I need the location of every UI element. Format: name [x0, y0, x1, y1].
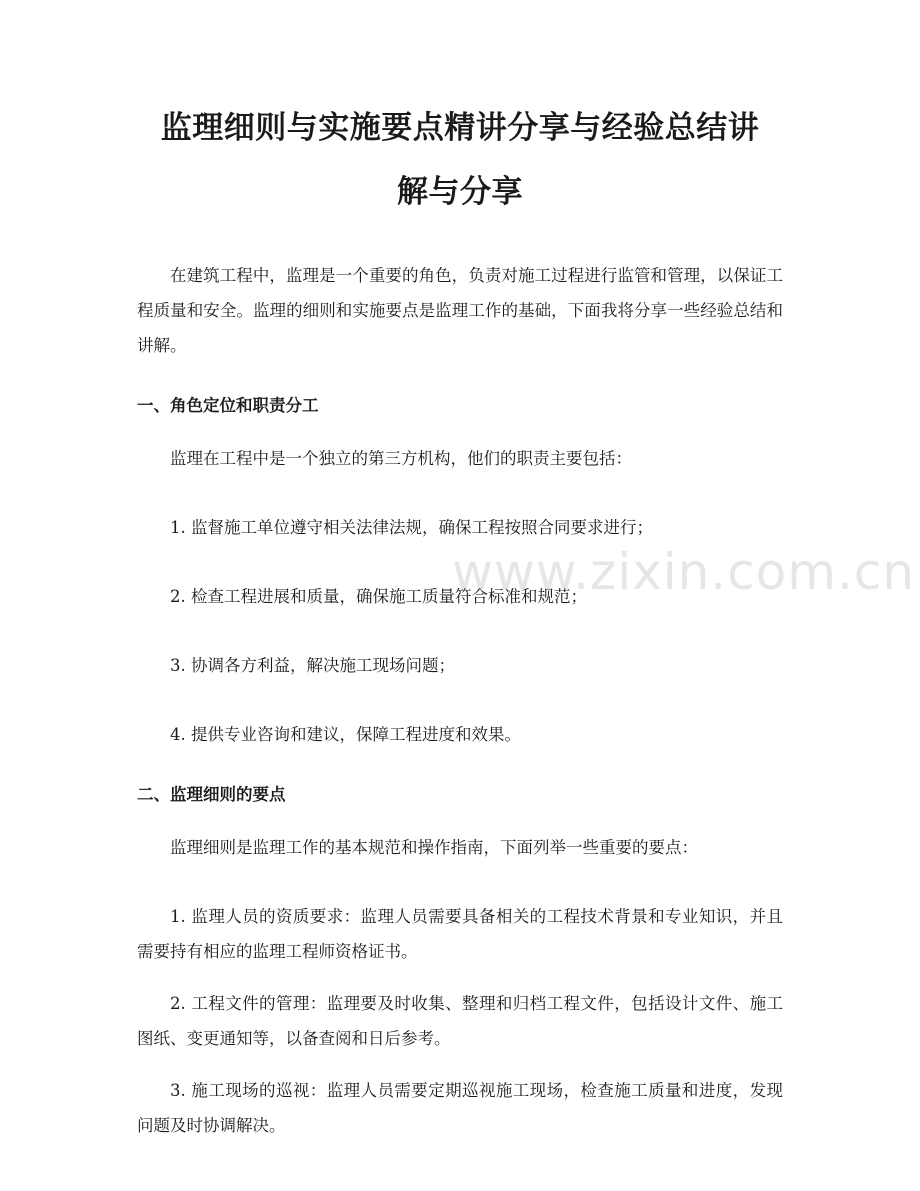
intro-paragraph: 在建筑工程中，监理是一个重要的角色，负责对施工过程进行监管和管理，以保证工程质量和安全。监理的细则和实施要点是监理工作的基础，下面我将分享一些经验总结和讲解。: [137, 266, 783, 355]
section2-item-3: 3. 施工现场的巡视：监理人员需要定期巡视施工现场，检查施工质量和进度，发现问题及时协调解决。: [137, 1081, 783, 1135]
section2-item-1: 1. 监理人员的资质要求：监理人员需要具备相关的工程技术背景和专业知识，并且需要持有相应的监理工程师资格证书。: [137, 907, 783, 961]
section1-lead: 监理在工程中是一个独立的第三方机构，他们的职责主要包括：: [170, 449, 632, 468]
section1-item-3: 3. 协调各方利益，解决施工现场问题；: [170, 656, 455, 675]
section1-heading: 一、角色定位和职责分工: [137, 396, 319, 415]
section2-item-2: 2. 工程文件的管理：监理要及时收集、整理和归档工程文件，包括设计文件、施工图纸、变更通知等，以备查阅和日后参考。: [137, 994, 783, 1048]
section1-item-2: 2. 检查工程进展和质量，确保施工质量符合标准和规范；: [170, 587, 587, 606]
section2-heading: 二、监理细则的要点: [137, 785, 286, 804]
title-line-2: 解与分享: [397, 174, 523, 210]
section2-lead: 监理细则是监理工作的基本规范和操作指南，下面列举一些重要的要点：: [170, 838, 698, 857]
section1-item-1: 1. 监督施工单位遵守相关法律法规，确保工程按照合同要求进行；: [170, 518, 653, 537]
watermark-text: www.zixin.com.cn: [452, 543, 916, 601]
title-line-1: 监理细则与实施要点精讲分享与经验总结讲: [160, 110, 760, 146]
section1-item-4: 4. 提供专业咨询和建议，保障工程进度和效果。: [170, 725, 521, 744]
document-title: [137, 96, 783, 224]
